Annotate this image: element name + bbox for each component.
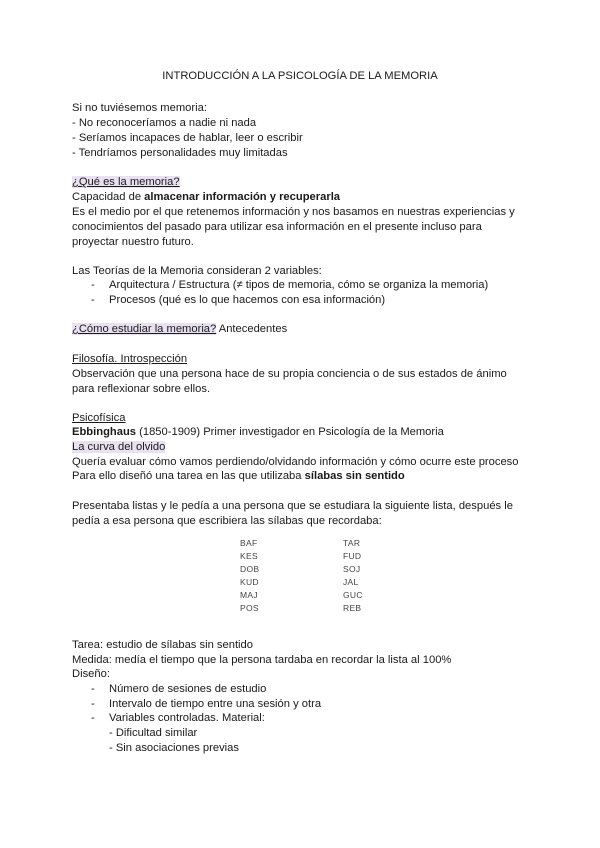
tarea-line: Tarea: estudio de sílabas sin sentido [72, 639, 253, 651]
que-es-heading: ¿Qué es la memoria? [72, 176, 180, 188]
syllable: GUC [343, 590, 363, 600]
filosofia-heading: Filosofía. Introspección [72, 353, 188, 365]
syllable: JAL [343, 577, 359, 587]
psicofisica-heading-line [72, 411, 125, 425]
teorias-item-1: Arquitectura / Estructura (≠ tipos de memoria, cómo se organiza la memoria) [109, 279, 489, 291]
syllable: REB [343, 603, 362, 613]
capacidad-bold: almacenar información y recuperarla [144, 191, 341, 203]
filosofia-heading-line [72, 352, 187, 366]
capacidad-line [72, 190, 340, 204]
syllable: BAF [240, 538, 258, 548]
syllable: MAJ [240, 590, 258, 600]
syllable: DOB [240, 564, 260, 574]
presentaba-line-2: pedía a esa persona que escribiera las sílabas que recordaba: [72, 515, 382, 527]
presentaba-line-1: Presentaba listas y le pedía a una persona que se estudiara la siguiente lista, después le [72, 500, 513, 512]
filosofia-para-2: para reflexionar sobre ellos. [72, 383, 211, 395]
que-es-heading-line [72, 175, 180, 189]
syllable: KES [240, 551, 258, 561]
curva-heading: La curva del olvido [72, 441, 166, 453]
bullet-dash: - [91, 683, 95, 695]
ebbinghaus-line [72, 425, 444, 439]
capacidad-prefix: Capacidad de [72, 191, 145, 203]
psicofisica-heading: Psicofísica [72, 412, 126, 424]
ebbinghaus-rest: (1850-1909) Primer investigador en Psicología de la Memoria [136, 426, 444, 438]
intro-heading: Si no tuviésemos memoria: [72, 102, 207, 114]
teorias-item-2: Procesos (qué es lo que hacemos con esa información) [109, 294, 386, 306]
diseno-item-1: Número de sesiones de estudio [109, 683, 267, 695]
psicofisica-line-2-bold: sílabas sin sentido [304, 470, 405, 482]
como-heading: ¿Cómo estudiar la memoria? [72, 323, 217, 335]
bullet-dash: - [91, 698, 95, 710]
curva-line [72, 440, 165, 454]
diseno-sub-2: - Sin asociaciones previas [109, 742, 239, 754]
syllable: FUD [343, 551, 362, 561]
intro-item-3: - Tendríamos personalidades muy limitadas [72, 147, 288, 159]
teorias-line: Las Teorías de la Memoria consideran 2 variables: [72, 265, 322, 277]
diseno-sub-1: - Dificultad similar [109, 727, 198, 739]
bullet-dash: - [91, 712, 95, 724]
filosofia-para-1: Observación que una persona hace de su propia conciencia o de sus estados de ánimo [72, 368, 507, 380]
syllable: TAR [343, 538, 361, 548]
que-es-para-1: Es el medio por el que retenemos información y nos basamos en nuestras experiencias y [72, 206, 515, 218]
medida-line: Medida: medía el tiempo que la persona tardaba en recordar la lista al 100% [72, 654, 452, 666]
como-line [72, 322, 287, 336]
document-title: INTRODUCCIÓN A LA PSICOLOGÍA DE LA MEMORIA [162, 70, 438, 82]
syllable: POS [240, 603, 259, 613]
psicofisica-line-1: Quería evaluar cómo vamos perdiendo/olvidando información y cómo ocurre este proceso [72, 456, 519, 468]
diseno-line: Diseño: [72, 668, 110, 680]
que-es-para-2: conocimientos del pasado para utilizar esa información en el presente incluso para [72, 221, 482, 233]
bullet-dash: - [91, 279, 95, 291]
diseno-item-3: Variables controladas. Material: [109, 712, 265, 724]
ebbinghaus-name: Ebbinghaus [72, 426, 137, 438]
intro-item-1: - No reconoceríamos a nadie ni nada [72, 117, 257, 129]
syllable: SOJ [343, 564, 361, 574]
syllable: KUD [240, 577, 259, 587]
intro-item-2: - Seríamos incapaces de hablar, leer o escribir [72, 132, 303, 144]
psicofisica-line-2 [72, 469, 405, 483]
psicofisica-line-2-prefix: Para ello diseñó una tarea en las que utilizaba [72, 470, 305, 482]
bullet-dash: - [91, 294, 95, 306]
como-suffix: Antecedentes [216, 323, 288, 335]
que-es-para-3: proyectar nuestro futuro. [72, 236, 194, 248]
diseno-item-2: Intervalo de tiempo entre una sesión y otra [109, 698, 322, 710]
